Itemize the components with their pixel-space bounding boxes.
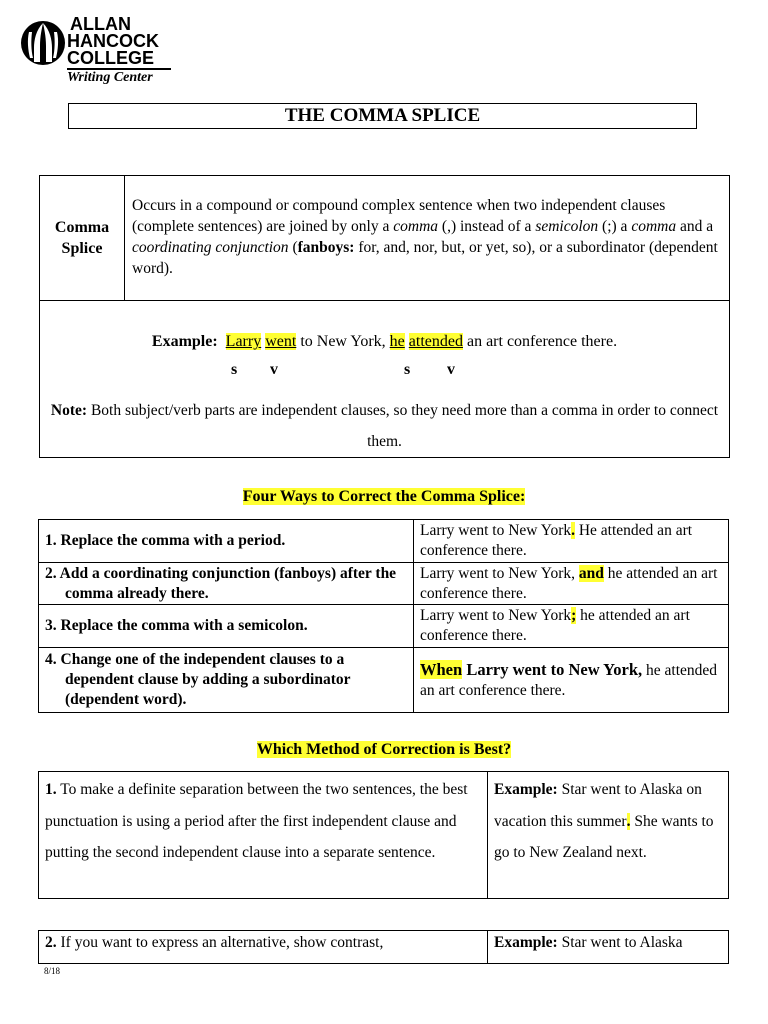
example-cell: [414, 563, 729, 605]
method-cell: 1. Replace the comma with a period.: [39, 520, 414, 563]
v-marker-2: v: [447, 361, 455, 378]
example-middle: to New York,: [296, 333, 390, 350]
correction-mark: ;: [571, 607, 577, 624]
example-sentence: [40, 333, 729, 351]
best-method-table: [38, 771, 729, 899]
correction-mark: and: [578, 564, 604, 582]
ways-table: [38, 519, 729, 713]
fanboys-label: fanboys:: [297, 239, 355, 256]
item-number: 2.: [45, 934, 57, 951]
example-cell: [488, 772, 729, 899]
definition-text-part: for, and, nor, but, or yet, so), or a subordinator (dependent word).: [132, 239, 718, 277]
four-ways-heading: [0, 488, 768, 506]
subject-verb-markers: [40, 361, 729, 383]
example-text: Star went to Alaska on vacation this summer: [494, 781, 702, 830]
logo-subtitle: Writing Center: [67, 70, 153, 85]
definition-text-part: and a: [676, 218, 714, 235]
logo-line-3: COLLEGE: [67, 48, 155, 68]
table-row: [39, 931, 729, 964]
correction-mark: When: [420, 659, 463, 679]
example-text: Larry went to New York,: [420, 564, 579, 582]
example-cell: [488, 931, 729, 964]
verb-2: attended: [408, 333, 463, 350]
example-text: She wants to go to New Zealand next.: [494, 812, 714, 861]
correction-mark: .: [571, 522, 575, 539]
explanation-cell: [39, 772, 488, 899]
v-marker-1: v: [270, 361, 278, 378]
example-text: He attended an art conference there.: [420, 522, 693, 559]
logo-line-2: HANCOCK: [67, 31, 159, 51]
definition-text-italic: comma: [631, 218, 677, 235]
correction-mark: .: [626, 812, 631, 830]
definition-text-part: Occurs in a compound or compound complex sentence when two independent clauses (complete sentences) are joined by only a: [132, 197, 666, 235]
table-row: [39, 605, 729, 648]
example-label: Example:: [151, 333, 218, 350]
four-ways-heading-text: Four Ways to Correct the Comma Splice:: [242, 488, 526, 505]
example-label: Example:: [494, 934, 558, 951]
example-label: Example:: [494, 781, 558, 798]
example-text: he attended an art conference there.: [420, 607, 690, 644]
definition-term-text: Comma Splice: [54, 219, 110, 257]
table-divider: [40, 300, 729, 301]
example-text: he attended an art conference there.: [420, 661, 718, 699]
definition-text: [132, 195, 724, 279]
definition-text-italic: semicolon: [535, 218, 599, 235]
note-body: Both subject/verb parts are independent clauses, so they need more than a comma in order to connect them.: [87, 402, 719, 450]
example-cell: [414, 648, 729, 713]
s-marker-2: s: [404, 361, 411, 378]
method-cell: 3. Replace the comma with a semicolon.: [39, 605, 414, 648]
example-end: an art conference there.: [462, 333, 618, 350]
college-logo: [20, 14, 175, 86]
note-text: [40, 395, 729, 457]
example-text: Star went to Alaska: [557, 934, 683, 951]
example-text: he attended an art conference there.: [420, 564, 718, 602]
table-row: [39, 772, 729, 899]
example-text: Larry went to New York: [420, 522, 572, 539]
logo-line-1: ALLAN: [70, 14, 131, 34]
s-marker-1: s: [231, 361, 238, 378]
example-text: Larry went to New York: [420, 607, 572, 624]
definition-text-part: (,) instead of a: [438, 218, 536, 235]
method-cell: 2. Add a coordinating conjunction (fanboys) after the comma already there.: [39, 563, 414, 605]
example-cell: [414, 605, 729, 648]
definition-text-part: (: [288, 239, 298, 256]
best-method-heading-text: Which Method of Correction is Best?: [256, 741, 512, 758]
best-method-table-2: [38, 930, 729, 964]
method-cell: 4. Change one of the independent clauses to a dependent clause by adding a subordinator (dependent word).: [39, 648, 414, 713]
subject-1: Larry: [225, 333, 262, 350]
table-row: [39, 563, 729, 605]
footer-code: 8/18: [44, 966, 61, 976]
note-label: Note:: [50, 402, 88, 419]
example-cell: [414, 520, 729, 563]
subject-2: he: [389, 333, 405, 350]
item-number: 1.: [45, 781, 57, 798]
definition-term: [40, 176, 125, 300]
definition-text-part: (;) a: [598, 218, 632, 235]
verb-1: went: [265, 333, 297, 350]
explanation-text: If you want to express an alternative, show contrast,: [56, 934, 384, 951]
definition-table: [39, 175, 730, 458]
definition-text-italic: comma: [393, 218, 439, 235]
hancock-emblem-icon: [20, 18, 66, 68]
explanation-cell: [39, 931, 488, 964]
page-title: THE COMMA SPLICE: [68, 103, 697, 129]
example-bold-text: Larry went to New York,: [462, 659, 643, 679]
table-row: [39, 648, 729, 713]
table-row: [39, 520, 729, 563]
explanation-text: To make a definite separation between the two sentences, the best punctuation is using a period after the first independent clause and putting the second independent clause into a separate sentence.: [45, 781, 468, 861]
definition-text-italic: coordinating conjunction: [132, 239, 289, 256]
best-method-heading: [0, 741, 768, 759]
